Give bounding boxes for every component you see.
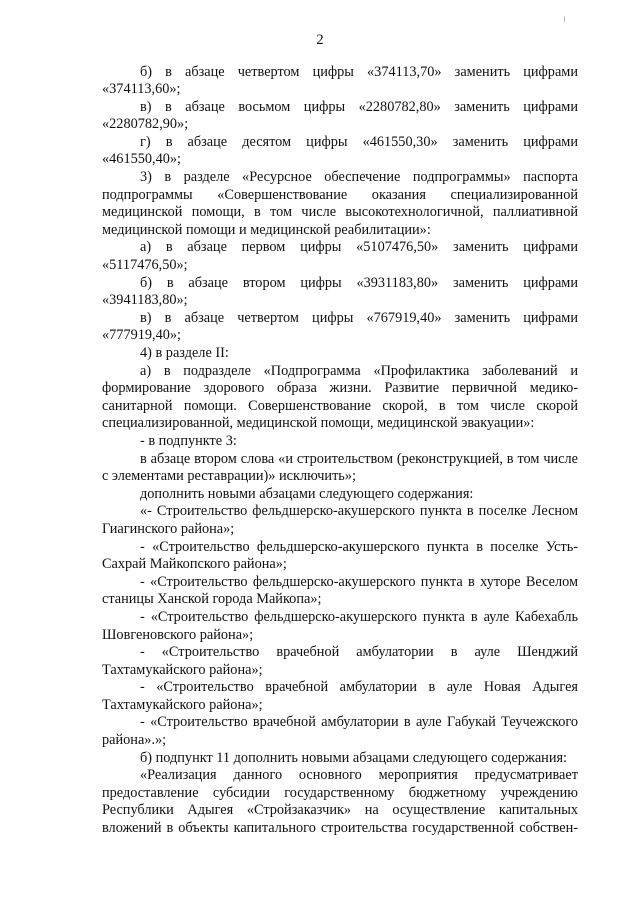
page-number: 2 [316, 32, 324, 48]
scan-mark [564, 16, 565, 22]
paragraph: - «Строительство врачебной амбулатории в ауле Шенджий Тахтамукайского района»; [102, 644, 578, 678]
paragraph: «- Строительство фельдшерско-акушерского пункта в поселке Лесном Гиагинского района»; [102, 503, 578, 537]
paragraph: а) в подразделе «Подпрограмма «Профилактика заболеваний и формирование здорового образа жизни. Развитие первичной медико-санитарной помощи. Совершенствование скорой, в том числе скорой специализированной, медицинской помощи, медицинской эвакуации»: [102, 362, 578, 432]
paragraph: «Реализация данного основного мероприятия предусматривает предоставление субсидии государственному бюджетному учреждению Республики Адыгея «Стройзаказчик» на осуществление капитальных вложений в объекты капитального строительства государственной собствен- [102, 767, 578, 837]
document-body [102, 64, 578, 838]
paragraph: дополнить новыми абзацами следующего содержания: [140, 485, 474, 502]
paragraph: - «Строительство фельдшерско-акушерского пункта в ауле Кабехабль Шовгеновского района»; [102, 608, 578, 643]
paragraph: б) в абзаце четвертом цифры «374113,70» заменить цифрами «374113,60»; [102, 63, 578, 98]
paragraph: в абзаце втором слова «и строительством (реконструкцией, в том числе с элементами реставрации)» исключить»; [102, 450, 578, 485]
paragraph: 3) в разделе «Ресурсное обеспечение подпрограммы» паспорта подпрограммы «Совершенствование оказания специализированной медицинской помощи, в том числе высокотехнологичной, паллиативной медицинской помощи и медицинской реабилитации»: [102, 169, 578, 238]
paragraph: - «Строительство врачебной амбулатории в ауле Габукай Теучежского района».»; [102, 714, 578, 749]
paragraph: в) в абзаце четвертом цифры «767919,40» заменить цифрами «777919,40»; [102, 309, 578, 344]
paragraph: - «Строительство врачебной амбулатории в ауле Новая Адыгея Тахтамукайского района»; [102, 679, 578, 713]
paragraph: а) в абзаце первом цифры «5107476,50» заменить цифрами «5117476,50»; [102, 239, 578, 274]
paragraph: - в подпункте 3: [140, 432, 237, 449]
paragraph: - «Строительство фельдшерско-акушерского пункта в хуторе Веселом станицы Ханской города Майкопа»; [102, 573, 578, 608]
paragraph: 4) в разделе II: [140, 345, 229, 361]
paragraph: б) в абзаце втором цифры «3931183,80» заменить цифрами «3941183,80»; [102, 274, 578, 309]
paragraph: в) в абзаце восьмом цифры «2280782,80» заменить цифрами «2280782,90»; [102, 98, 578, 133]
paragraph: г) в абзаце десятом цифры «461550,30» заменить цифрами «461550,40»; [102, 133, 578, 168]
paragraph: - «Строительство фельдшерско-акушерского пункта в поселке Усть-Сахрай Майкопского района»; [102, 538, 578, 573]
paragraph: б) подпункт 11 дополнить новыми абзацами следующего содержания: [140, 749, 568, 766]
